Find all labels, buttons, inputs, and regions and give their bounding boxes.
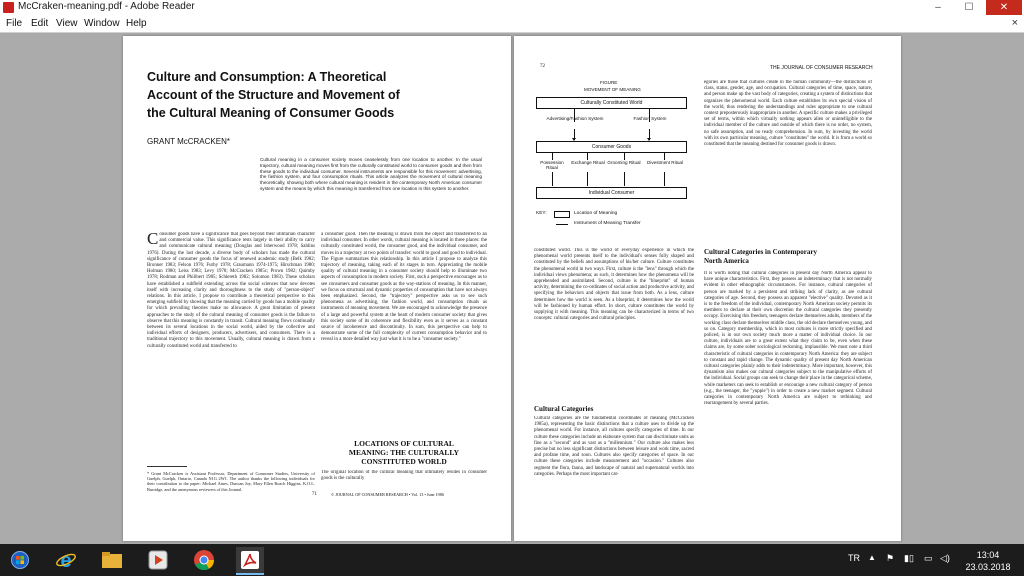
- taskbar-file-explorer[interactable]: [98, 547, 126, 573]
- footnote: * Grant McCracken is Assistant Professor, Department of Consumer Studies, University of Guelph, Guelph, Ontario, Canada N1G 2W1. The author thanks the following individuals for their contribution to the paper: Michael Ames, Duncan Joy, Mary Ellen Roach Higgins, K.O.L. Burridge, and the anonymous reviewers of this Journal.: [147, 471, 315, 492]
- section-heading-line-1: LOCATIONS OF CULTURAL: [354, 439, 454, 448]
- taskbar-acrobat-reader[interactable]: [236, 547, 264, 573]
- journal-footer: © JOURNAL OF CONSUMER RESEARCH • Vol. 13 • June 1986: [331, 492, 444, 497]
- right-body-column-1-b: Cultural categories are the fundamental coordinates of meaning (McCracken 1985a), representing the basic distinctions that a culture uses to divide up the phenomenal world. For instance, all cultures specify categories of time. In our culture these categories include an elaborate system that can discriminate units as fine as a "second" and as vast as a "millennium." Our culture also makes less precise but no less significant distinctions between leisure and work time, sacred and profane time, and soon. Cultures also specify categories of space. In our culture these categories include measurement and "occasion." Cultures also segment the flora, fauna, and landscape of natural and supernatural worlds into categories. Perhaps the most important cat-: [534, 416, 694, 477]
- language-indicator[interactable]: TR: [848, 553, 860, 563]
- drop-cap: C: [147, 232, 159, 248]
- divestment-ritual-label: Divestment Ritual: [647, 160, 683, 165]
- arrow-line: [624, 152, 625, 160]
- grooming-ritual-label: Grooming Ritual: [607, 160, 641, 165]
- contemporary-heading-line-1: Cultural Categories in Contemporary: [704, 248, 817, 256]
- instrument-key-arrow: [556, 224, 568, 225]
- internet-explorer-icon: [55, 549, 77, 571]
- pdf-page-71: [123, 36, 511, 541]
- menu-edit[interactable]: Edit: [31, 18, 49, 29]
- article-title-line-3: the Cultural Meaning of Consumer Goods: [147, 106, 395, 120]
- clock-date[interactable]: 23.03.2018: [965, 562, 1011, 572]
- right-body-column-2-top: egories are those that cultures create in the human community—the distinctions of class, status, gender, age, and occupation. Cultural categories of time, space, nature, and person make up the vast body of categories, creating a system of distinctions that organizes the phenomenal world. Each culture establishes its own special vision of the world, thus rendering the understandings and rules appropriate to one cultural context preposterously inappropriate in another. A specific culture makes a privileged set of terms, within which virtually nothing appears alien or unintelligible to the individual member of the culture and outside of which there is no order, no system, no safe assumption, and no ready comprehension. In sum, by investing the world with its own particular meaning, culture "constitutes" the world. It is from a world so constituted that the meaning destined for consumer goods is drawn.: [704, 80, 872, 148]
- adobe-reader-icon: [3, 2, 14, 13]
- cultural-categories-heading: Cultural Categories: [534, 405, 594, 413]
- media-player-icon: [147, 549, 169, 571]
- possession-ritual-label: Possession Ritual: [540, 160, 564, 170]
- body-column-2: a consumer good. Then the meaning is drawn from the object and transferred to an individual consumer. In other words, cultural meaning is located in three places: the culturally constituted world, the consumer good, and the individual consumer, and moves in a trajectory at two points of transfer: world to good and good to individual. The Figure summarizes this relationship. In this article I propose to analyze this trajectory of meaning, taking each of its stages in turn. Appreciating the mobile quality of cultural meaning in a consumer society should help to illuminate two aspects of consumption in modern society. First, such a perspective encourages us to see consumers and consumer goods as the way-stations of meaning. In this manner, we focus on structural and dynamic properties of consumption that have not always been emphasized. Second, the "trajectory" perspective asks us to see such phenomena as advertising, the fashion world, and consumption rituals as instruments of meaning movement. We are encouraged to acknowledge the presence of a large and powerful system at the heart of modern consumer society that gives this society some of its coherence and flexibility even as it serves as a constant source of incoherence and discontinuity. In sum, this perspective can help to demonstrate some of the full complexity of current consumption behavior and to reveal in a more detailed way just what it is to be a "consumer society.": [321, 232, 487, 343]
- taskbar-internet-explorer[interactable]: [52, 547, 80, 573]
- advertising-fashion-system-label: Advertising/Fashion System: [546, 116, 604, 121]
- title-bar: [0, 0, 1024, 17]
- close-button[interactable]: ✕: [986, 0, 1022, 15]
- figure-key-label: KEY:: [536, 211, 547, 216]
- arrow-line: [587, 172, 588, 186]
- taskbar: [0, 544, 1024, 576]
- network-icon[interactable]: ▮▯: [904, 553, 914, 563]
- pdf-page-72: [514, 36, 901, 541]
- page-number-right: 72: [540, 64, 545, 69]
- flag-icon[interactable]: ⚑: [886, 553, 895, 563]
- chrome-icon: [193, 549, 215, 571]
- key-location-of-meaning: Location of Meaning: [574, 211, 618, 216]
- figure-label: FIGURE: [600, 80, 618, 85]
- arrow-line: [587, 152, 588, 160]
- right-body-column-2-b: It is worth noting that cultural categories in present day North America appear to have unique characteristics. First, they possess an indeterminacy that is not normally evident in other ethnographic circumstances. For instance, cultural categories of person are marked by a persistent and striking lack of clarity, as are cultural categories of age. Second, they possess an apparent "elective" quality. Devoted as it is to the freedom of the individual, contemporary North American society permits its members to declare at their own discretion the cultural categories they presently occupy. Exercising this freedom, teenagers declare themselves adults, members of the working class declare themselves middle class, the old declare themselves young, and so on. Category membership, which in most cultures is more strictly specified and policed, is in our own society much more a matter of individual choice. In our culture, individuals are to a great extent what they claim to be, even when these claims are, by some sober sociological reckoning, implausible. We must note a third characteristic of cultural categories in contemporary North America: they are subject to constant and rapid change. The dynamic quality of present day North American cultural categories plainly adds to their indeterminacy. More important, however, this dynamism also makes our cultural categories subject to the manipulative efforts of the individual. Social groups can seek to change their place in the categorical scheme, while marketers can seek to establish or encourage a new cultural category of person (e.g., the teenager, the "yuppie") in order to create a new market segment. Cultural categories in contemporary North America are subject to rethinking and rearrangement by several parties.: [704, 271, 872, 407]
- page-number-left: 71: [312, 492, 317, 497]
- menu-window[interactable]: Window: [84, 18, 120, 29]
- right-body-column-1: constituted world. This is the world of everyday experience in which the phenomenal world presents itself to the individual's senses fully shaped and constituted by the beliefs and assumptions of his/her culture. Culture constitutes the phenomenal world in two ways. First, culture is the "lens" through which the individual views phenomena; as such, it determines how the phenomena will be apprehended and assimilated. Second, culture is the "blueprint" of human activity, determining the co-ordinates of social action and productive activity, and specifying the behaviors and objects that issue from both. As a lens, culture determines how the world is seen. As a blueprint, it determines how the world will be fashioned by human effort. In short, culture constitutes the world by supplying it with meaning. This meaning can be characterized in terms of two concepts: cultural categories and cultural principles.: [534, 248, 694, 322]
- body-column-2-tail: The original location of the cultural meaning that ultimately resides in consumer goods is the culturally: [321, 470, 487, 482]
- arrow-line: [552, 172, 553, 186]
- consumer-goods-box: Consumer Goods: [536, 141, 687, 153]
- individual-consumer-box: Individual Consumer: [536, 187, 687, 199]
- key-instrument-of-meaning-transfer: Instrument of Meaning Transfer: [574, 221, 641, 226]
- footnote-rule: [147, 466, 187, 467]
- author: GRANT McCRACKEN*: [147, 137, 230, 146]
- minimize-button[interactable]: –: [935, 2, 941, 13]
- arrow-line: [664, 172, 665, 186]
- arrow-line: [552, 152, 553, 160]
- culturally-constituted-world-box: Culturally Constituted World: [536, 97, 687, 109]
- body-text-col1: onsumer goods have a significance that goes beyond their utilitarian character and commercial value. This significance rests largely in their ability to carry and communicate cultural meaning (Douglas and Isherwood 1978; Sahlins 1976). During the last decade, a diverse body of scholars has made the cultural significance of consumer goods the focus of renewed academic study (Belk 1982; Bronner 1983; Felson 1976; Furby 1978; Graumann 1974-1975; Hirschman 1980; Holman 1980; Leiss 1983; Levy 1978; McCracken 1985c; Prown 1982; Quimby 1978; Rodman and Philibert 1985; Schlereth 1982; Solomon 1983). These scholars have established a subfield extending across the social sciences that now devotes itself with increasing clarity and thoroughness to the study of "person-object" relations. In this article, I propose to contribute a theoretical perspective to this emerging subfield by showing that the meaning carried by goods has a mobile quality for which prevailing theories make no allowance. A great limitation of present approaches to the study of the cultural meaning of consumer goods is the failure to observe that this meaning is constantly in transit. Cultural meaning flows continually between its several locations in the social world, aided by the collective and individual efforts of designers, producers, advertisers, and consumers. There is a traditional trajectory to this movement. Usually, cultural meaning is drawn from a culturally constituted world and transferred to: [147, 232, 315, 349]
- document-viewport[interactable]: [0, 33, 1024, 544]
- windows-start-button[interactable]: [6, 547, 34, 573]
- svg-text:e: e: [60, 550, 72, 571]
- article-title-line-1: Culture and Consumption: A Theoretical: [147, 70, 387, 84]
- windows-icon: [11, 551, 29, 569]
- section-heading-line-3: CONSTITUTED WORLD: [361, 457, 447, 466]
- abstract: Cultural meaning in a consumer society moves ceaselessly from one location to another. In the usual trajectory, cultural meaning moves first from the culturally constituted world to consumer goods and then from these goods to the individual consumer. Several instruments are responsible for this movement: advertising, the fashion system, and four consumption rituals. This article analyzes the movement of cultural meaning theoretically, showing both where cultural meaning is resident in the contemporary North American consumer system and the means by which this meaning is transferred from one location in this system to another.: [260, 157, 482, 191]
- menu-view[interactable]: View: [56, 18, 78, 29]
- figure-caption: MOVEMENT OF MEANING: [584, 87, 641, 92]
- location-key-swatch: [554, 211, 570, 218]
- article-title-line-2: Account of the Structure and Movement of: [147, 88, 400, 102]
- show-hidden-icons-icon[interactable]: ▲: [868, 553, 876, 562]
- close-document-button[interactable]: ×: [1011, 17, 1018, 29]
- battery-icon[interactable]: ▭: [924, 553, 933, 563]
- window-title: McCraken-meaning.pdf - Adobe Reader: [18, 1, 195, 12]
- arrow-line: [664, 152, 665, 160]
- volume-icon[interactable]: ◁): [940, 553, 950, 563]
- exchange-ritual-label: Exchange Ritual: [571, 160, 605, 165]
- maximize-button[interactable]: ☐: [964, 2, 974, 13]
- taskbar-media-player[interactable]: [144, 547, 172, 573]
- file-explorer-icon: [101, 551, 123, 569]
- menu-help[interactable]: Help: [126, 18, 147, 29]
- taskbar-chrome[interactable]: [190, 547, 218, 573]
- fashion-system-label: Fashion System: [633, 116, 667, 121]
- section-heading-line-2: MEANING: THE CULTURALLY: [348, 448, 460, 457]
- contemporary-heading-line-2: North America: [704, 257, 749, 265]
- running-head: THE JOURNAL OF CONSUMER RESEARCH: [770, 65, 873, 71]
- acrobat-reader-icon: [239, 549, 261, 571]
- menu-bar: [0, 16, 1024, 33]
- body-column-1: [147, 232, 315, 456]
- clock-time[interactable]: 13:04: [976, 550, 1000, 560]
- arrow-line: [624, 172, 625, 186]
- active-app-indicator: [236, 573, 264, 575]
- menu-file[interactable]: File: [6, 18, 23, 29]
